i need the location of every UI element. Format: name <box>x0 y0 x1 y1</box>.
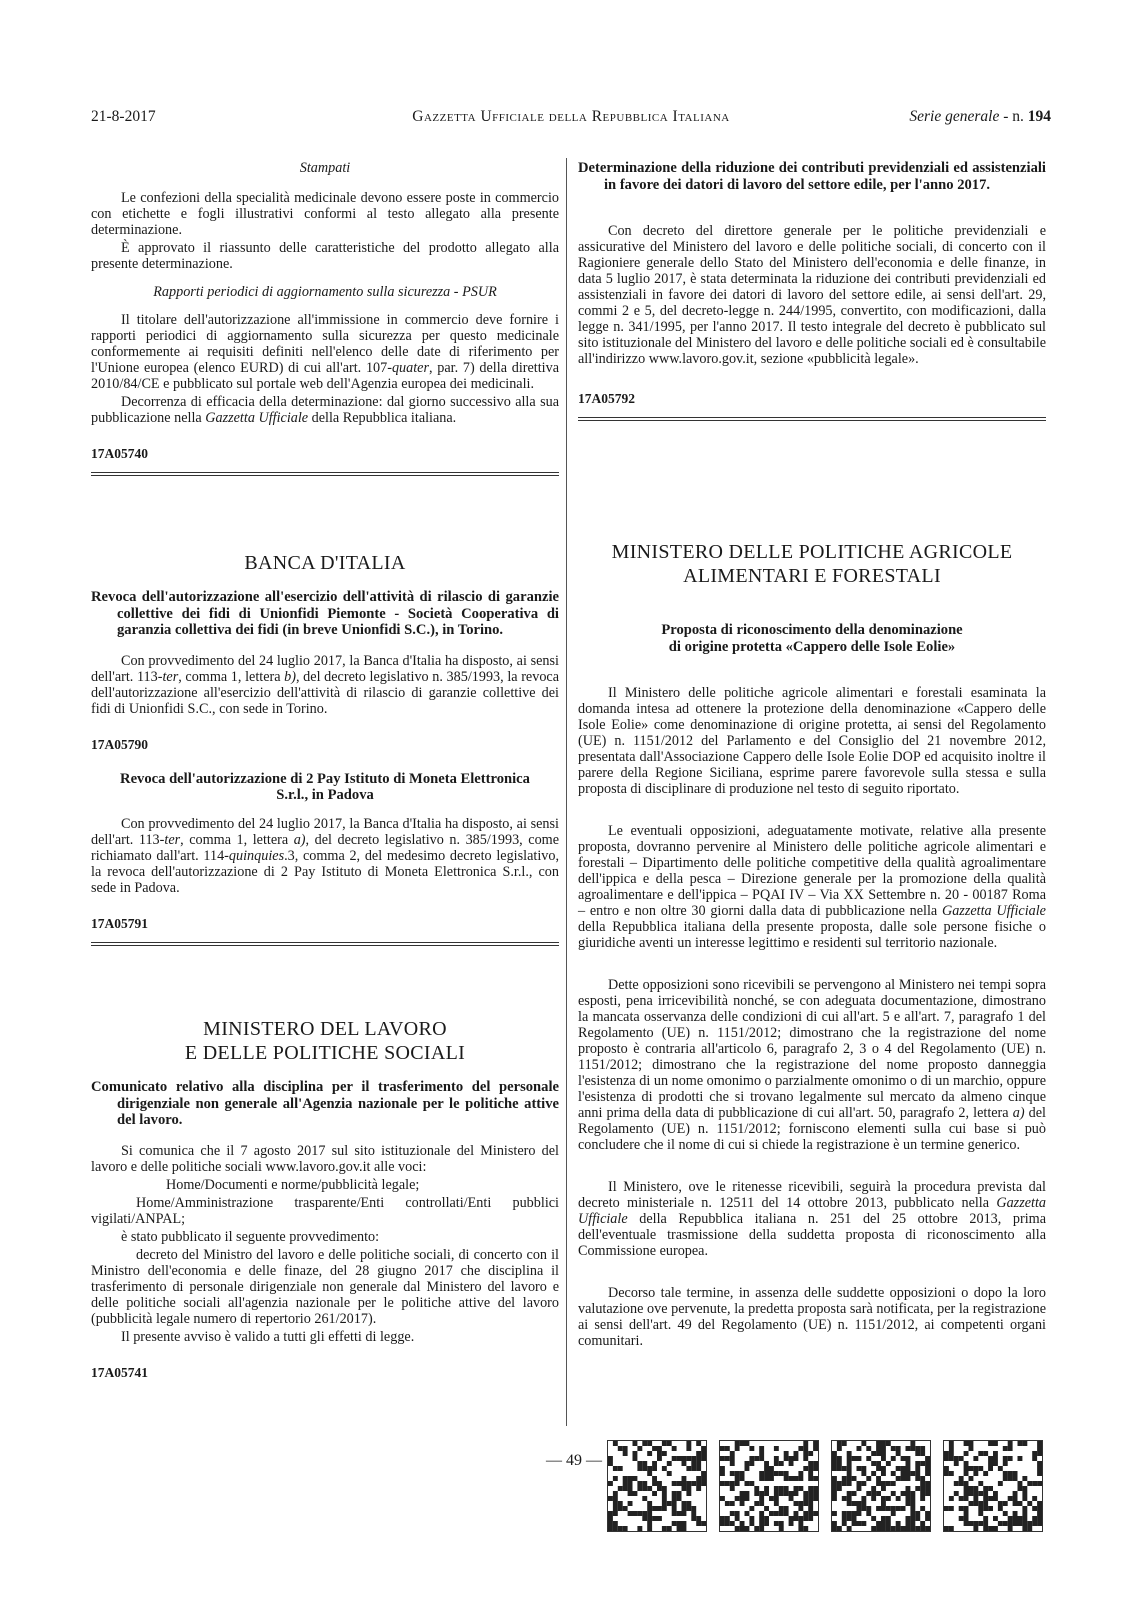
agricole-paragraph-4 <box>578 1179 1046 1259</box>
stampati-heading: Stampati <box>299 160 351 176</box>
section-title-agricole-1: MINISTERO DELLE POLITICHE AGRICOLE <box>611 541 1013 563</box>
agricole-paragraph-1: Il Ministero delle politiche agricole alimentari e forestali esaminata la domanda intesa ad ottenere la protezione della denominazione «Cappero delle Isole Eolie» come denominazione di origine protetta, ai sensi del Regolamento (UE) n. 1151/2012 del Parlamento e del Consiglio del 21 novembre 2012, presentata dall'Associazione Cappero delle Isole Eolie DOP ed acquisito inoltre il parere della Regione Siciliana, esprime parere favorevole sulla stessa e sulla proposta di disciplinare di produzione nel testo di seguito riportato. <box>578 685 1046 797</box>
agri-p2-it: Gazzetta Ufficiale <box>941 903 1046 919</box>
psur-text-a: Il titolare dell'autorizzazione all'immissione in commercio deve fornire i rapporti periodici di aggiornamento sulla sicurezza per questo medicinale conformemente ai requisiti definiti nell'elenco delle date di riferimento per l'Unione europea (elenco EURD) di cui all'art. 107- <box>91 312 559 376</box>
agri-p3-b: del Regolamento (UE) n. 1151/2012; forniscono elementi sulla cui base si può concludere che il nome di cui si chiede la registrazione è un termine generico. <box>578 1105 1047 1153</box>
stampati-paragraph-1: Le confezioni della specialità medicinale devono essere poste in commercio con etichette e fogli illustrativi conformi al testo allegato alla presente determinazione. <box>91 190 559 238</box>
psur-text-b: , par. 7) della direttiva 2010/84/CE e pubblicato sul portale web dell'Agenzia europea dei medicinali. <box>91 360 559 392</box>
agri-p4-b: della Repubblica italiana n. 251 del 25 ottobre 2013, prima dell'eventuale trasmissione della suddetta proposta di riconoscimento alla Commissione europea. <box>578 1211 1046 1259</box>
agri-p3-it: a) <box>1012 1105 1025 1121</box>
decorrenza-text-a: Decorrenza di efficacia della determinazione: dal giorno successivo alla sua pubblicazione nella <box>91 394 559 426</box>
lavoro-paragraph-4: è stato pubblicato il seguente provvedimento: <box>121 1228 380 1245</box>
agri-p2-a: Le eventuali opposizioni, adeguatamente motivate, relative alla presente proposta, dovranno pervenire al Ministero delle politiche agricole alimentari e forestali – Dipartimento delle politiche competitive della qualità agroalimentare dell'ippica e della pesca – Direzione generale per la promozione della qualità agroalimentare e dell'ippica – PQAI IV – Via XX Settembre n. 20 - 00187 Roma – entro e non oltre 30 giorni dalla data di pubblicazione nella <box>578 823 1046 919</box>
psur-paragraph <box>91 312 559 392</box>
stampati-paragraph-2: È approvato il riassunto delle caratteristiche del prodotto allegato alla presente determinazione. <box>91 240 559 272</box>
agricole-paragraph-5: Decorso tale termine, in assenza delle suddette opposizioni o dopo la loro valutazione ove pervenute, la predetta proposta sarà notificata, per la registrazione ai sensi dell'art. 49 del Regolamento (UE) n. 1151/2012, ai competenti organi comunitari. <box>578 1285 1046 1349</box>
lavoro-paragraph-3: Home/Amministrazione trasparente/Enti controllati/Enti pubblici vigilati/ANPAL; <box>91 1194 559 1227</box>
page-header <box>91 108 1051 132</box>
lavoro-section <box>91 1017 559 1381</box>
column-divider <box>566 158 567 1426</box>
lavoro-paragraph-6: Il presente avviso è valido a tutti gli effetti di legge. <box>121 1328 415 1345</box>
agricole-section <box>578 540 1046 1349</box>
agricole-heading-1: Proposta di riconoscimento della denominazione <box>661 622 963 638</box>
stampati-section <box>91 160 559 476</box>
lavoro-paragraph-5: decreto del Ministro del lavoro e delle politiche sociali, di concerto con il Ministro dell'economia e delle finaze, del 28 giugno 2017 che disciplina il trasferimento di personale dirigenziale non generale dal Ministero del lavoro e delle politiche sociali all'agenzia nazionale per le politiche attive del lavoro (pubblicità legale numero di repertorio 261/2017). <box>91 1246 559 1327</box>
series-number: 194 <box>1027 108 1051 125</box>
agri-p4-a: Il Ministero, ove le ritenesse ricevibili, seguirà la procedura prevista dal decreto ministeriale n. 12511 del 14 ottobre 2013, pubblicato nella <box>578 1179 1046 1211</box>
agri-p3-a: Dette opposizioni sono ricevibili se pervengono al Ministero nei tempi sopra esposti, pena irricevibilità nonché, se con adeguata documentazione, dimostrano la mancata osservanza delle condizioni di cui all'art. 5 e all'art. 7, paragrafo 1 del Regolamento (UE) n. 1151/2012; dimostrano che la registrazione del nome proposto è contraria all'articolo 6, paragrafo 2, 3 o 4 del Regolamento (UE) n. 1151/2012; dimostrano che la registrazione del nome proposto danneggia l'esistenza di un nome omonimo o parzialmente omonimo o di un marchio, oppure l'esistenza di prodotti che si trovano legalmente sul mercato da almeno cinque anni prima della data di pubblicazione di cui all'art. 50, paragrafo 2, lettera <box>578 977 1046 1121</box>
qr-code-icon <box>943 1440 1043 1532</box>
banca-p2-d: .3, comma 2, del medesimo decreto legislativo, la revoca dell'autorizzazione di 2 Pay Istituto di Moneta Elettronica S.r.l., con sede in Padova. <box>91 847 560 896</box>
banca-paragraph-2 <box>91 816 559 896</box>
decorrenza-text-b: della Repubblica italiana. <box>308 410 457 426</box>
banca-p2-it1: ter <box>164 831 181 848</box>
section-title-banca: BANCA D'ITALIA <box>244 552 406 574</box>
issue-date: 21-8-2017 <box>91 108 156 125</box>
banca-p1-c: , del decreto legislativo n. 385/1993, la revoca dell'autorizzazione all'esercizio dell'attività di rilascio di garanzie collettive dei fidi di Unionfidi S.C., con sede in Torino. <box>91 668 560 717</box>
agri-p2-b: della Repubblica italiana della presente proposta, dalle sole persone fisiche o giuridiche aventi un interesse legittimo e residenti sul territorio nazionale. <box>578 919 1046 951</box>
banca-heading-1: Revoca dell'autorizzazione all'esercizio dell'attività di rilascio di garanzie collettive dei fidi di Unionfidi Piemonte - Società Cooperativa di garanzia collettiva dei fidi (in breve Unionfidi S.C.), in Torino. <box>91 589 559 638</box>
section-title-agricole-2: ALIMENTARI E FORESTALI <box>683 565 941 587</box>
barcode-strip <box>607 1440 1055 1532</box>
document-code: 17A05790 <box>91 736 148 752</box>
qr-code-icon <box>607 1440 707 1532</box>
qr-code-icon <box>831 1440 931 1532</box>
section-rule <box>578 417 1046 421</box>
publication-title: Gazzetta Ufficiale della Repubblica Italiana <box>412 108 730 125</box>
edile-section <box>578 160 1046 421</box>
qr-code-icon <box>719 1440 819 1532</box>
banca-p2-it3: quinquies <box>228 847 285 864</box>
banca-p2-it2: a) <box>293 831 306 848</box>
series-info <box>909 108 1051 126</box>
section-title-lavoro-1: MINISTERO DEL LAVORO <box>203 1018 447 1040</box>
banca-paragraph-1 <box>91 653 559 717</box>
edile-paragraph: Con decreto del direttore generale per le politiche previdenziali e assicurative del Ministero del lavoro e delle politiche sociali, di concerto con il Ragioniere generale dello Stato del Ministero dell'economia e delle finanze, in data 5 luglio 2017, è stata determinata la riduzione dei contributi previdenziali ed assistenziali in favore dei datori di lavoro del settore edile, ai sensi dell'art. 29, commi 2 e 5, del decreto-legge n. 244/1995, convertito, con modificazioni, dalla legge n. 341/1995, per l'anno 2017. Il testo integrale del decreto è pubblicato sul sito istituzionale del Ministero del lavoro e delle politiche sociali ed è consultabile all'indirizzo www.lavoro.gov.it, sezione «pubblicità legale». <box>578 223 1046 367</box>
lavoro-heading: Comunicato relativo alla disciplina per il trasferimento del personale dirigenziale non generale all'Agenzia nazionale per le politiche attive del lavoro. <box>91 1079 559 1128</box>
banca-p1-it1: ter <box>162 668 179 685</box>
banca-p1-it2: b) <box>284 668 296 685</box>
decorrenza-text-italic: Gazzetta Ufficiale <box>205 410 309 426</box>
section-rule <box>91 942 559 946</box>
banca-p1-a: Con provvedimento del 24 luglio 2017, la Banca d'Italia ha disposto, ai sensi dell'art. 113- <box>91 652 559 685</box>
agri-p4-it: Gazzetta Ufficiale <box>578 1195 1046 1227</box>
lavoro-paragraph-1: Si comunica che il 7 agosto 2017 sul sito istituzionale del Ministero del lavoro e delle politiche sociali www.lavoro.gov.it alle voci: <box>91 1142 559 1175</box>
document-code: 17A05792 <box>578 391 635 406</box>
banca-p2-c: , del decreto legislativo n. 385/1993, come richiamato dall'art. 114- <box>91 831 559 864</box>
lavoro-paragraph-2: Home/Documenti e norme/pubblicità legale; <box>166 1176 420 1193</box>
banca-p2-a: Con provvedimento del 24 luglio 2017, la Banca d'Italia ha disposto, ai sensi dell'art. 113- <box>91 815 559 848</box>
document-code: 17A05741 <box>91 1364 148 1380</box>
document-code: 17A05791 <box>91 915 148 931</box>
agricole-paragraph-3 <box>578 977 1046 1153</box>
section-title-lavoro-2: E DELLE POLITICHE SOCIALI <box>184 1042 466 1064</box>
page-number: — 49 — <box>546 1452 602 1469</box>
decorrenza-paragraph <box>91 394 559 426</box>
banca-p1-b: , comma 1, lettera <box>178 668 285 685</box>
agricole-heading-2: di origine protetta «Cappero delle Isole Eolie» <box>668 638 956 655</box>
agricole-paragraph-2 <box>578 823 1046 951</box>
series-sep: - n. <box>999 108 1028 125</box>
banca-section <box>91 551 559 946</box>
section-rule <box>91 472 559 476</box>
psur-heading: Rapporti periodici di aggiornamento sulla sicurezza - PSUR <box>153 284 497 300</box>
banca-p2-b: , comma 1, lettera <box>180 831 294 848</box>
banca-heading-2: Revoca dell'autorizzazione di 2 Pay Istituto di Moneta Elettronica S.r.l., in Padova <box>120 770 530 803</box>
psur-text-italic: quater <box>391 360 429 376</box>
series-label: Serie generale <box>909 108 1000 125</box>
document-code: 17A05740 <box>91 446 148 461</box>
edile-heading: Determinazione della riduzione dei contributi previdenziali ed assistenziali in favore dei datori di lavoro del settore edile, per l'anno 2017. <box>578 160 1046 193</box>
